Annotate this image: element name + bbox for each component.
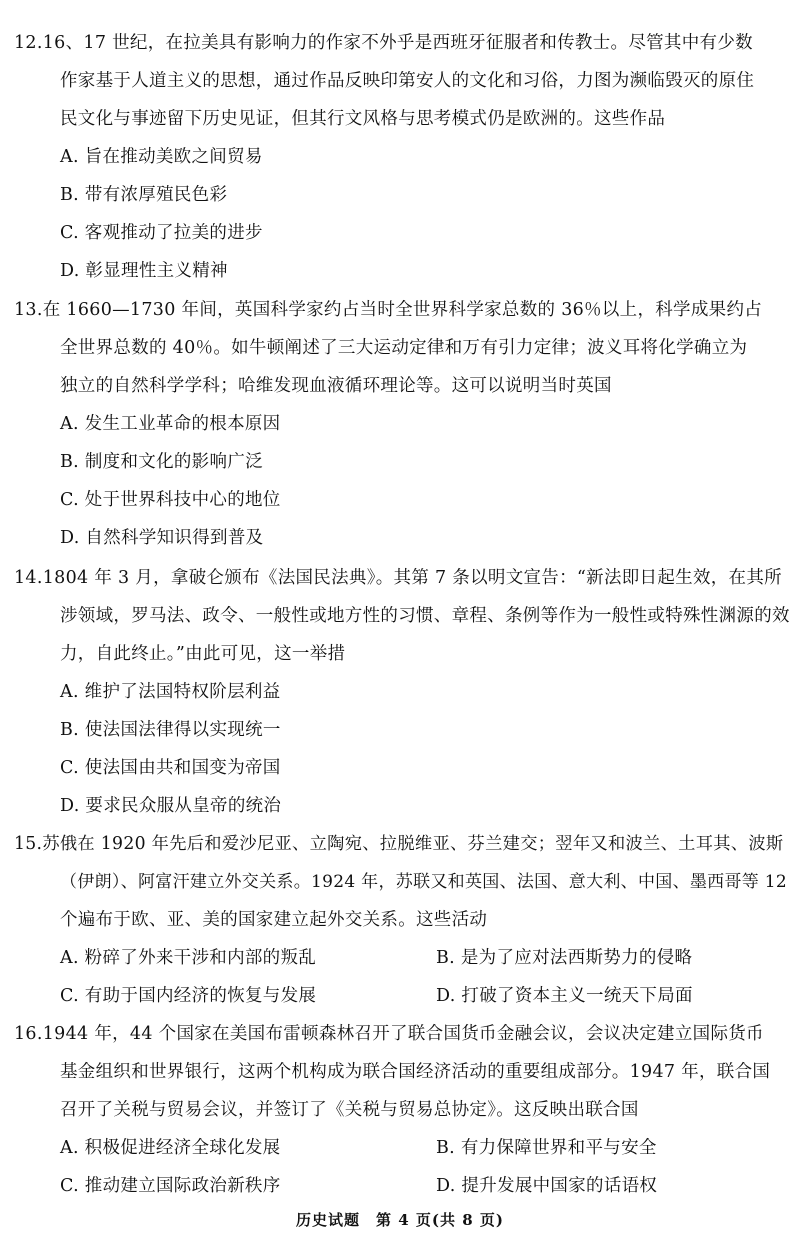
- question-14-stem-line-2: 涉领域，罗马法、政令、一般性或地方性的习惯、章程、条例等作为一般性或特殊性渊源的效: [60, 606, 790, 626]
- question-15-stem-line-3: 个遍布于欧、亚、美的国家建立起外交关系。这些活动: [60, 910, 488, 930]
- question-15-option-d: D. 打破了资本主义一统天下局面: [436, 986, 693, 1006]
- question-12-stem-line-1: 12.16、17 世纪，在拉美具有影响力的作家不外乎是西班牙征服者和传教士。尽管其中有少数: [14, 33, 753, 53]
- question-14-stem-line-3: 力，自此终止。”由此可见，这一举措: [60, 644, 346, 664]
- question-14-option-b: B. 使法国法律得以实现统一: [60, 720, 281, 740]
- question-12-option-a: A. 旨在推动美欧之间贸易: [60, 147, 263, 167]
- question-13-option-b: B. 制度和文化的影响广泛: [60, 452, 263, 472]
- question-13-option-d: D. 自然科学知识得到普及: [60, 528, 264, 548]
- question-15-stem-line-1: 15.苏俄在 1920 年先后和爱沙尼亚、立陶宛、拉脱维亚、芬兰建交；翌年又和波兰、土耳其、波斯: [14, 834, 784, 854]
- question-15-option-b: B. 是为了应对法西斯势力的侵略: [436, 948, 693, 968]
- question-14-stem-line-1: 14.1804 年 3 月，拿破仑颁布《法国民法典》。其第 7 条以明文宣告：“新法即日起生效，在其所: [14, 568, 782, 588]
- question-12-option-c: C. 客观推动了拉美的进步: [60, 223, 263, 243]
- question-14-option-c: C. 使法国由共和国变为帝国: [60, 758, 281, 778]
- question-16-option-b: B. 有力保障世界和平与安全: [436, 1138, 657, 1158]
- question-13-stem-line-3: 独立的自然科学学科；哈维发现血液循环理论等。这可以说明当时英国: [60, 376, 612, 396]
- question-12-option-b: B. 带有浓厚殖民色彩: [60, 185, 228, 205]
- question-15-stem-line-2: （伊朗）、阿富汗建立外交关系。1924 年，苏联又和英国、法国、意大利、中国、墨西哥等 12: [60, 872, 788, 892]
- question-15-option-c: C. 有助于国内经济的恢复与发展: [60, 986, 317, 1006]
- question-12-stem-line-2: 作家基于人道主义的思想，通过作品反映印第安人的文化和习俗，力图为濒临毁灭的原住: [60, 71, 755, 91]
- question-14-option-a: A. 维护了法国特权阶层利益: [60, 682, 281, 702]
- page-footer: 历史试题 第 4 页(共 8 页): [296, 1211, 504, 1229]
- question-16-stem-line-1: 16.1944 年，44 个国家在美国布雷顿森林召开了联合国货币金融会议，会议决定建立国际货币: [14, 1024, 764, 1044]
- question-16-option-c: C. 推动建立国际政治新秩序: [60, 1176, 281, 1196]
- question-13-stem-line-1: 13.在 1660—1730 年间，英国科学家约占当时全世界科学家总数的 36％以上，科学成果约占: [14, 300, 763, 320]
- question-13-option-c: C. 处于世界科技中心的地位: [60, 490, 281, 510]
- question-12-option-d: D. 彰显理性主义精神: [60, 261, 228, 281]
- question-14-option-d: D. 要求民众服从皇帝的统治: [60, 796, 282, 816]
- question-13-option-a: A. 发生工业革命的根本原因: [60, 414, 281, 434]
- question-13-stem-line-2: 全世界总数的 40％。如牛顿阐述了三大运动定律和万有引力定律；波义耳将化学确立为: [60, 338, 748, 358]
- question-15-option-a: A. 粉碎了外来干涉和内部的叛乱: [60, 948, 317, 968]
- question-12-stem-line-3: 民文化与事迹留下历史见证，但其行文风格与思考模式仍是欧洲的。这些作品: [60, 109, 666, 129]
- question-16-stem-line-2: 基金组织和世界银行，这两个机构成为联合国经济活动的重要组成部分。1947 年，联合国: [60, 1062, 771, 1082]
- question-16-stem-line-3: 召开了关税与贸易会议，并签订了《关税与贸易总协定》。这反映出联合国: [60, 1100, 639, 1120]
- question-16-option-d: D. 提升发展中国家的话语权: [436, 1176, 658, 1196]
- question-16-option-a: A. 积极促进经济全球化发展: [60, 1138, 281, 1158]
